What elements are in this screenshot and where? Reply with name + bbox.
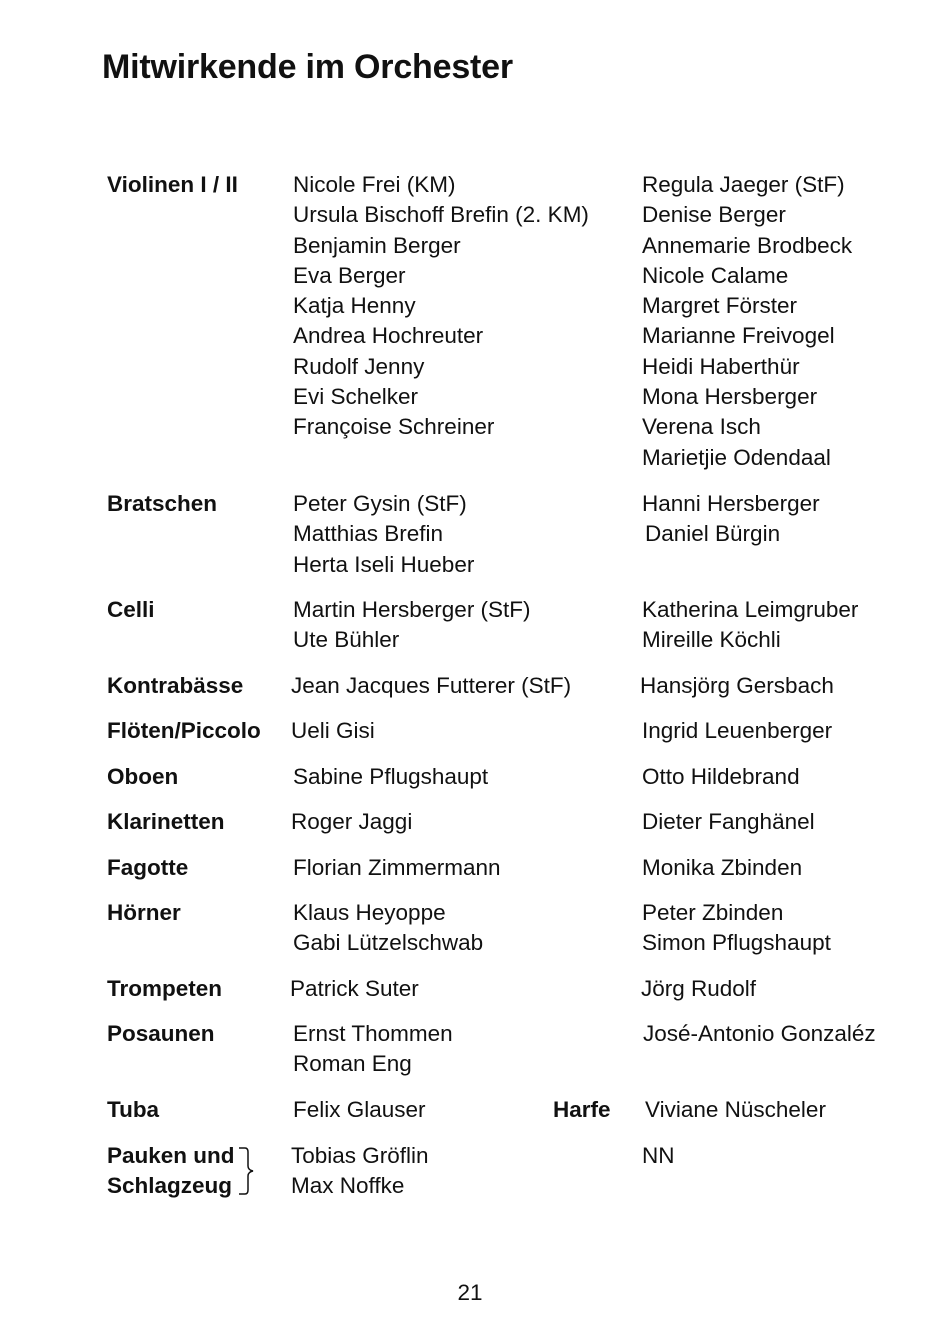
harfe-player: Viviane Nüscheler (645, 1097, 826, 1122)
section-label: Bratschen (107, 491, 218, 516)
section-label-line: Schlagzeug (107, 1173, 233, 1199)
section-col1 (293, 762, 488, 792)
player-name: Sabine Pflugshaupt (293, 764, 489, 789)
player-name: Ingrid Leuenberger (642, 718, 833, 743)
player-name: Gabi Lützelschwab (293, 930, 484, 956)
pauken-col2 (642, 1141, 675, 1171)
section-col2 (642, 807, 815, 837)
player-name: Hanni Hersberger (642, 491, 820, 516)
player-name: Benjamin Berger (293, 232, 461, 258)
player-name: Daniel Bürgin (645, 521, 781, 547)
section-col2 (642, 898, 831, 959)
player-name: Eva Berger (293, 262, 406, 288)
player-name: Tobias Gröflin (291, 1143, 429, 1168)
section-label: Trompeten (107, 976, 223, 1001)
tuba-player: Felix Glauser (293, 1097, 426, 1122)
section-col1 (293, 170, 589, 443)
brace-icon (238, 1147, 258, 1195)
section-label-harfe: Harfe (553, 1097, 611, 1122)
player-name: Roger Jaggi (291, 809, 413, 834)
section-label: Flöten/Piccolo (107, 718, 261, 743)
player-name: Françoise Schreiner (293, 414, 495, 440)
player-name: Max Noffke (291, 1173, 405, 1199)
player-name: Denise Berger (642, 202, 786, 228)
section-label-pauken (107, 1141, 235, 1202)
player-name: Jean Jacques Futterer (StF) (291, 673, 572, 698)
player-name: Katja Henny (293, 293, 416, 319)
player-name: Regula Jaeger (StF) (642, 172, 845, 197)
section-col1 (293, 853, 501, 883)
section-col1 (293, 489, 474, 580)
player-name: Margret Förster (642, 293, 798, 319)
player-name: Patrick Suter (290, 976, 419, 1001)
player-name: Monika Zbinden (642, 855, 803, 880)
player-name: Martin Hersberger (StF) (293, 597, 531, 622)
player-name: Ute Bühler (293, 627, 400, 653)
section-col1 (291, 716, 375, 746)
page-title: Mitwirkende im Orchester (102, 48, 513, 86)
player-name: Hansjörg Gersbach (640, 673, 834, 698)
section-label: Hörner (107, 900, 181, 925)
player-name: Roman Eng (293, 1051, 412, 1077)
player-name: Peter Gysin (StF) (293, 491, 467, 516)
player-name: Andrea Hochreuter (293, 323, 484, 349)
player-name: Katherina Leimgruber (642, 597, 859, 622)
player-name: Simon Pflugshaupt (642, 930, 831, 956)
player-name: Evi Schelker (293, 384, 419, 410)
player-name: Florian Zimmermann (293, 855, 501, 880)
section-label: Oboen (107, 764, 179, 789)
player-name: Otto Hildebrand (642, 764, 800, 789)
player-name: Matthias Brefin (293, 521, 444, 547)
section-col2 (640, 671, 834, 701)
player-name: Dieter Fanghänel (642, 809, 815, 834)
player-name: Mona Hersberger (642, 384, 818, 410)
section-col2 (641, 974, 756, 1004)
section-label: Klarinetten (107, 809, 225, 834)
player-name: Mireille Köchli (642, 627, 781, 653)
section-col2 (642, 170, 852, 473)
player-name: NN (642, 1143, 675, 1168)
player-name: Jörg Rudolf (641, 976, 757, 1001)
player-name: Ueli Gisi (291, 718, 375, 743)
section-col1 (290, 974, 419, 1004)
section-col2 (642, 595, 858, 656)
section-label-line: Pauken und (107, 1143, 235, 1168)
player-name: Rudolf Jenny (293, 353, 425, 379)
player-name: Marianne Freivogel (642, 323, 835, 349)
section-col1 (293, 1019, 453, 1080)
section-col1 (293, 898, 483, 959)
player-name: Verena Isch (642, 414, 761, 440)
section-label: Celli (107, 597, 155, 622)
section-col2 (642, 853, 802, 883)
section-col2 (643, 1019, 876, 1049)
section-label: Posaunen (107, 1021, 215, 1046)
section-label: Violinen I / II (107, 172, 238, 197)
player-name: José-Antonio Gonzaléz (643, 1021, 876, 1046)
player-name: Ernst Thommen (293, 1021, 453, 1046)
section-col2 (642, 489, 820, 550)
section-label: Kontrabässe (107, 673, 244, 698)
section-col1 (291, 671, 571, 701)
player-name: Peter Zbinden (642, 900, 784, 925)
section-label-tuba: Tuba (107, 1097, 160, 1122)
section-col2 (642, 762, 800, 792)
player-name: Herta Iseli Hueber (293, 551, 475, 577)
player-name: Heidi Haberthür (642, 353, 800, 379)
player-name: Klaus Heyoppe (293, 900, 446, 925)
section-col1 (293, 595, 531, 656)
player-name: Nicole Calame (642, 262, 789, 288)
page-number: 21 (457, 1280, 483, 1305)
player-name: Annemarie Brodbeck (642, 232, 853, 258)
section-label: Fagotte (107, 855, 189, 880)
pauken-col1 (291, 1141, 429, 1202)
player-name: Ursula Bischoff Brefin (2. KM) (293, 202, 589, 228)
player-name: Nicole Frei (KM) (293, 172, 456, 197)
section-col2 (642, 716, 832, 746)
section-col1 (291, 807, 412, 837)
player-name: Marietjie Odendaal (642, 444, 831, 470)
